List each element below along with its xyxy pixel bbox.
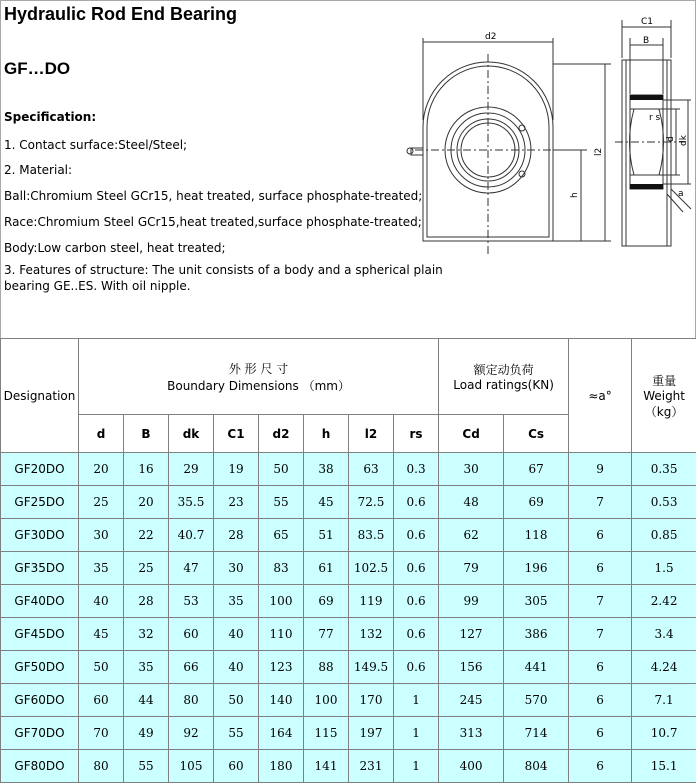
table-cell: 386	[504, 618, 569, 651]
subheader-cell: d	[79, 415, 124, 453]
table-cell: 67	[504, 453, 569, 486]
table-cell: 1	[394, 750, 439, 783]
table-cell: 28	[124, 585, 169, 618]
table-cell: 110	[259, 618, 304, 651]
table-cell: 4.24	[632, 651, 696, 684]
table-cell: 30	[439, 453, 504, 486]
table-row	[1, 453, 696, 486]
table-cell: 83	[259, 552, 304, 585]
table-cell: 55	[259, 486, 304, 519]
table-cell: 23	[214, 486, 259, 519]
subheader-cell: rs	[394, 415, 439, 453]
header-load-en: Load ratings(KN)	[439, 378, 568, 392]
table-cell: 804	[504, 750, 569, 783]
table-cell: 66	[169, 651, 214, 684]
table-cell: 22	[124, 519, 169, 552]
table-cell: 0.3	[394, 453, 439, 486]
designation-cell: GF60DO	[1, 684, 79, 717]
table-cell: 60	[79, 684, 124, 717]
table-cell: 77	[304, 618, 349, 651]
designation-cell: GF30DO	[1, 519, 79, 552]
table-cell: 313	[439, 717, 504, 750]
table-cell: 20	[79, 453, 124, 486]
table-cell: 25	[124, 552, 169, 585]
label-b: B	[643, 36, 649, 46]
table-cell: 6	[569, 750, 632, 783]
table-cell: 119	[349, 585, 394, 618]
label-alpha: a	[678, 189, 684, 199]
table-cell: 245	[439, 684, 504, 717]
designation-cell: GF40DO	[1, 585, 79, 618]
table-cell: 140	[259, 684, 304, 717]
table-cell: 60	[169, 618, 214, 651]
spec-line: bearing GE..ES. With oil nipple.	[4, 278, 191, 294]
designation-cell: GF20DO	[1, 453, 79, 486]
table-cell: 0.6	[394, 486, 439, 519]
header-load-cn: 额定动负荷	[439, 361, 568, 378]
table-cell: 48	[439, 486, 504, 519]
table-cell: 50	[259, 453, 304, 486]
table-cell: 32	[124, 618, 169, 651]
table-cell: 35	[124, 651, 169, 684]
subheader-cell: dk	[169, 415, 214, 453]
table-cell: 99	[439, 585, 504, 618]
table-cell: 7	[569, 585, 632, 618]
table-cell: 0.85	[632, 519, 696, 552]
header-designation: Designation	[1, 339, 79, 453]
spec-line: 1. Contact surface:Steel/Steel;	[4, 137, 187, 153]
spec-line: Ball:Chromium Steel GCr15, heat treated, surface phosphate-treated;	[4, 188, 422, 204]
table-cell: 40	[214, 651, 259, 684]
table-cell: 118	[504, 519, 569, 552]
table-cell: 80	[79, 750, 124, 783]
table-row	[1, 552, 696, 585]
table-cell: 19	[214, 453, 259, 486]
lube-hole	[519, 125, 525, 131]
table-row	[1, 519, 696, 552]
table-cell: 55	[214, 717, 259, 750]
table-cell: 0.6	[394, 618, 439, 651]
table-cell: 44	[124, 684, 169, 717]
header-weight-en: Weight	[632, 389, 696, 403]
table-cell: 30	[79, 519, 124, 552]
page-title: Hydraulic Rod End Bearing	[4, 4, 237, 25]
spec-line: 3. Features of structure: The unit consists of a body and a spherical plain	[4, 262, 443, 278]
subheader-cell: l2	[349, 415, 394, 453]
table-cell: 45	[304, 486, 349, 519]
side-view-body	[622, 60, 671, 246]
table-row	[1, 750, 696, 783]
table-cell: 0.6	[394, 651, 439, 684]
table-cell: 47	[169, 552, 214, 585]
label-l2: l2	[594, 148, 604, 156]
table-cell: 70	[79, 717, 124, 750]
table-cell: 196	[504, 552, 569, 585]
table-cell: 6	[569, 684, 632, 717]
table-row	[1, 486, 696, 519]
table-cell: 7	[569, 618, 632, 651]
table-cell: 20	[124, 486, 169, 519]
header-angle: ≈a°	[569, 339, 632, 453]
table-cell: 40	[214, 618, 259, 651]
table-cell: 15.1	[632, 750, 696, 783]
spec-line: 2. Material:	[4, 162, 72, 178]
specification-table	[0, 338, 696, 783]
table-cell: 156	[439, 651, 504, 684]
table-cell: 0.35	[632, 453, 696, 486]
header-boundary	[79, 339, 439, 415]
table-cell: 7	[569, 486, 632, 519]
table-cell: 1.5	[632, 552, 696, 585]
spec-heading: Specification:	[4, 110, 96, 124]
table-cell: 40.7	[169, 519, 214, 552]
table-cell: 123	[259, 651, 304, 684]
table-row	[1, 651, 696, 684]
header-weight	[632, 339, 696, 453]
table-cell: 69	[504, 486, 569, 519]
table-row	[1, 684, 696, 717]
label-dk: dk	[679, 134, 689, 146]
subheader-cell: Cd	[439, 415, 504, 453]
table-cell: 231	[349, 750, 394, 783]
table-cell: 79	[439, 552, 504, 585]
table-cell: 105	[169, 750, 214, 783]
subheader-cell: d2	[259, 415, 304, 453]
table-cell: 49	[124, 717, 169, 750]
designation-cell: GF45DO	[1, 618, 79, 651]
table-cell: 441	[504, 651, 569, 684]
subheader-cell: h	[304, 415, 349, 453]
table-cell: 1	[394, 684, 439, 717]
table-cell: 38	[304, 453, 349, 486]
table-cell: 6	[569, 552, 632, 585]
table-cell: 132	[349, 618, 394, 651]
table-cell: 100	[304, 684, 349, 717]
table-cell: 88	[304, 651, 349, 684]
table-cell: 51	[304, 519, 349, 552]
table-cell: 80	[169, 684, 214, 717]
table-cell: 6	[569, 519, 632, 552]
table-cell: 25	[79, 486, 124, 519]
table-row	[1, 717, 696, 750]
table-cell: 28	[214, 519, 259, 552]
table-cell: 6	[569, 651, 632, 684]
header-boundary-en: Boundary Dimensions （mm）	[79, 377, 438, 394]
label-d2: d2	[485, 32, 496, 42]
table-row	[1, 585, 696, 618]
table-cell: 60	[214, 750, 259, 783]
table-cell: 30	[214, 552, 259, 585]
table-cell: 197	[349, 717, 394, 750]
table-cell: 50	[79, 651, 124, 684]
table-cell: 6	[569, 717, 632, 750]
table-cell: 170	[349, 684, 394, 717]
table-cell: 149.5	[349, 651, 394, 684]
table-cell: 570	[504, 684, 569, 717]
table-cell: 63	[349, 453, 394, 486]
table-cell: 16	[124, 453, 169, 486]
table-cell: 3.4	[632, 618, 696, 651]
label-rs: r s	[649, 113, 661, 123]
table-cell: 50	[214, 684, 259, 717]
subheader-cell: Cs	[504, 415, 569, 453]
table-cell: 2.42	[632, 585, 696, 618]
table-cell: 45	[79, 618, 124, 651]
designation-cell: GF80DO	[1, 750, 79, 783]
table-cell: 400	[439, 750, 504, 783]
table-cell: 115	[304, 717, 349, 750]
table-cell: 35	[214, 585, 259, 618]
table-cell: 100	[259, 585, 304, 618]
spec-line: Body:Low carbon steel, heat treated;	[4, 240, 226, 256]
table-cell: 62	[439, 519, 504, 552]
table-cell: 40	[79, 585, 124, 618]
table-cell: 35	[79, 552, 124, 585]
table-cell: 53	[169, 585, 214, 618]
table-cell: 1	[394, 717, 439, 750]
table-cell: 72.5	[349, 486, 394, 519]
label-h: h	[570, 192, 580, 198]
table-cell: 164	[259, 717, 304, 750]
table-cell: 92	[169, 717, 214, 750]
designation-cell: GF70DO	[1, 717, 79, 750]
table-cell: 61	[304, 552, 349, 585]
table-cell: 69	[304, 585, 349, 618]
spec-line: Race:Chromium Steel GCr15,heat treated,surface phosphate-treated;	[4, 214, 422, 230]
label-d: d	[666, 136, 676, 142]
header-load	[439, 339, 569, 415]
table-cell: 29	[169, 453, 214, 486]
subheader-cell: C1	[214, 415, 259, 453]
table-cell: 83.5	[349, 519, 394, 552]
table-cell: 0.6	[394, 552, 439, 585]
table-cell: 55	[124, 750, 169, 783]
table-cell: 0.53	[632, 486, 696, 519]
table-cell: 0.6	[394, 585, 439, 618]
designation-cell: GF50DO	[1, 651, 79, 684]
bearing-technical-drawing	[405, 14, 693, 264]
label-c1: C1	[641, 17, 653, 27]
subheader-cell: B	[124, 415, 169, 453]
table-cell: 127	[439, 618, 504, 651]
table-cell: 102.5	[349, 552, 394, 585]
header-weight-cn: 重量	[632, 372, 696, 389]
oil-nipple-head	[407, 148, 413, 154]
table-cell: 9	[569, 453, 632, 486]
table-cell: 10.7	[632, 717, 696, 750]
table-cell: 7.1	[632, 684, 696, 717]
designation-cell: GF35DO	[1, 552, 79, 585]
header-weight-unit: （kg）	[632, 403, 696, 420]
designation-cell: GF25DO	[1, 486, 79, 519]
table-cell: 65	[259, 519, 304, 552]
table-cell: 714	[504, 717, 569, 750]
table-cell: 0.6	[394, 519, 439, 552]
table-cell: 180	[259, 750, 304, 783]
table-cell: 141	[304, 750, 349, 783]
table-cell: 35.5	[169, 486, 214, 519]
model-code: GF…DO	[4, 59, 70, 79]
table-row	[1, 618, 696, 651]
header-boundary-cn: 外 形 尺 寸	[79, 360, 438, 377]
table-cell: 305	[504, 585, 569, 618]
